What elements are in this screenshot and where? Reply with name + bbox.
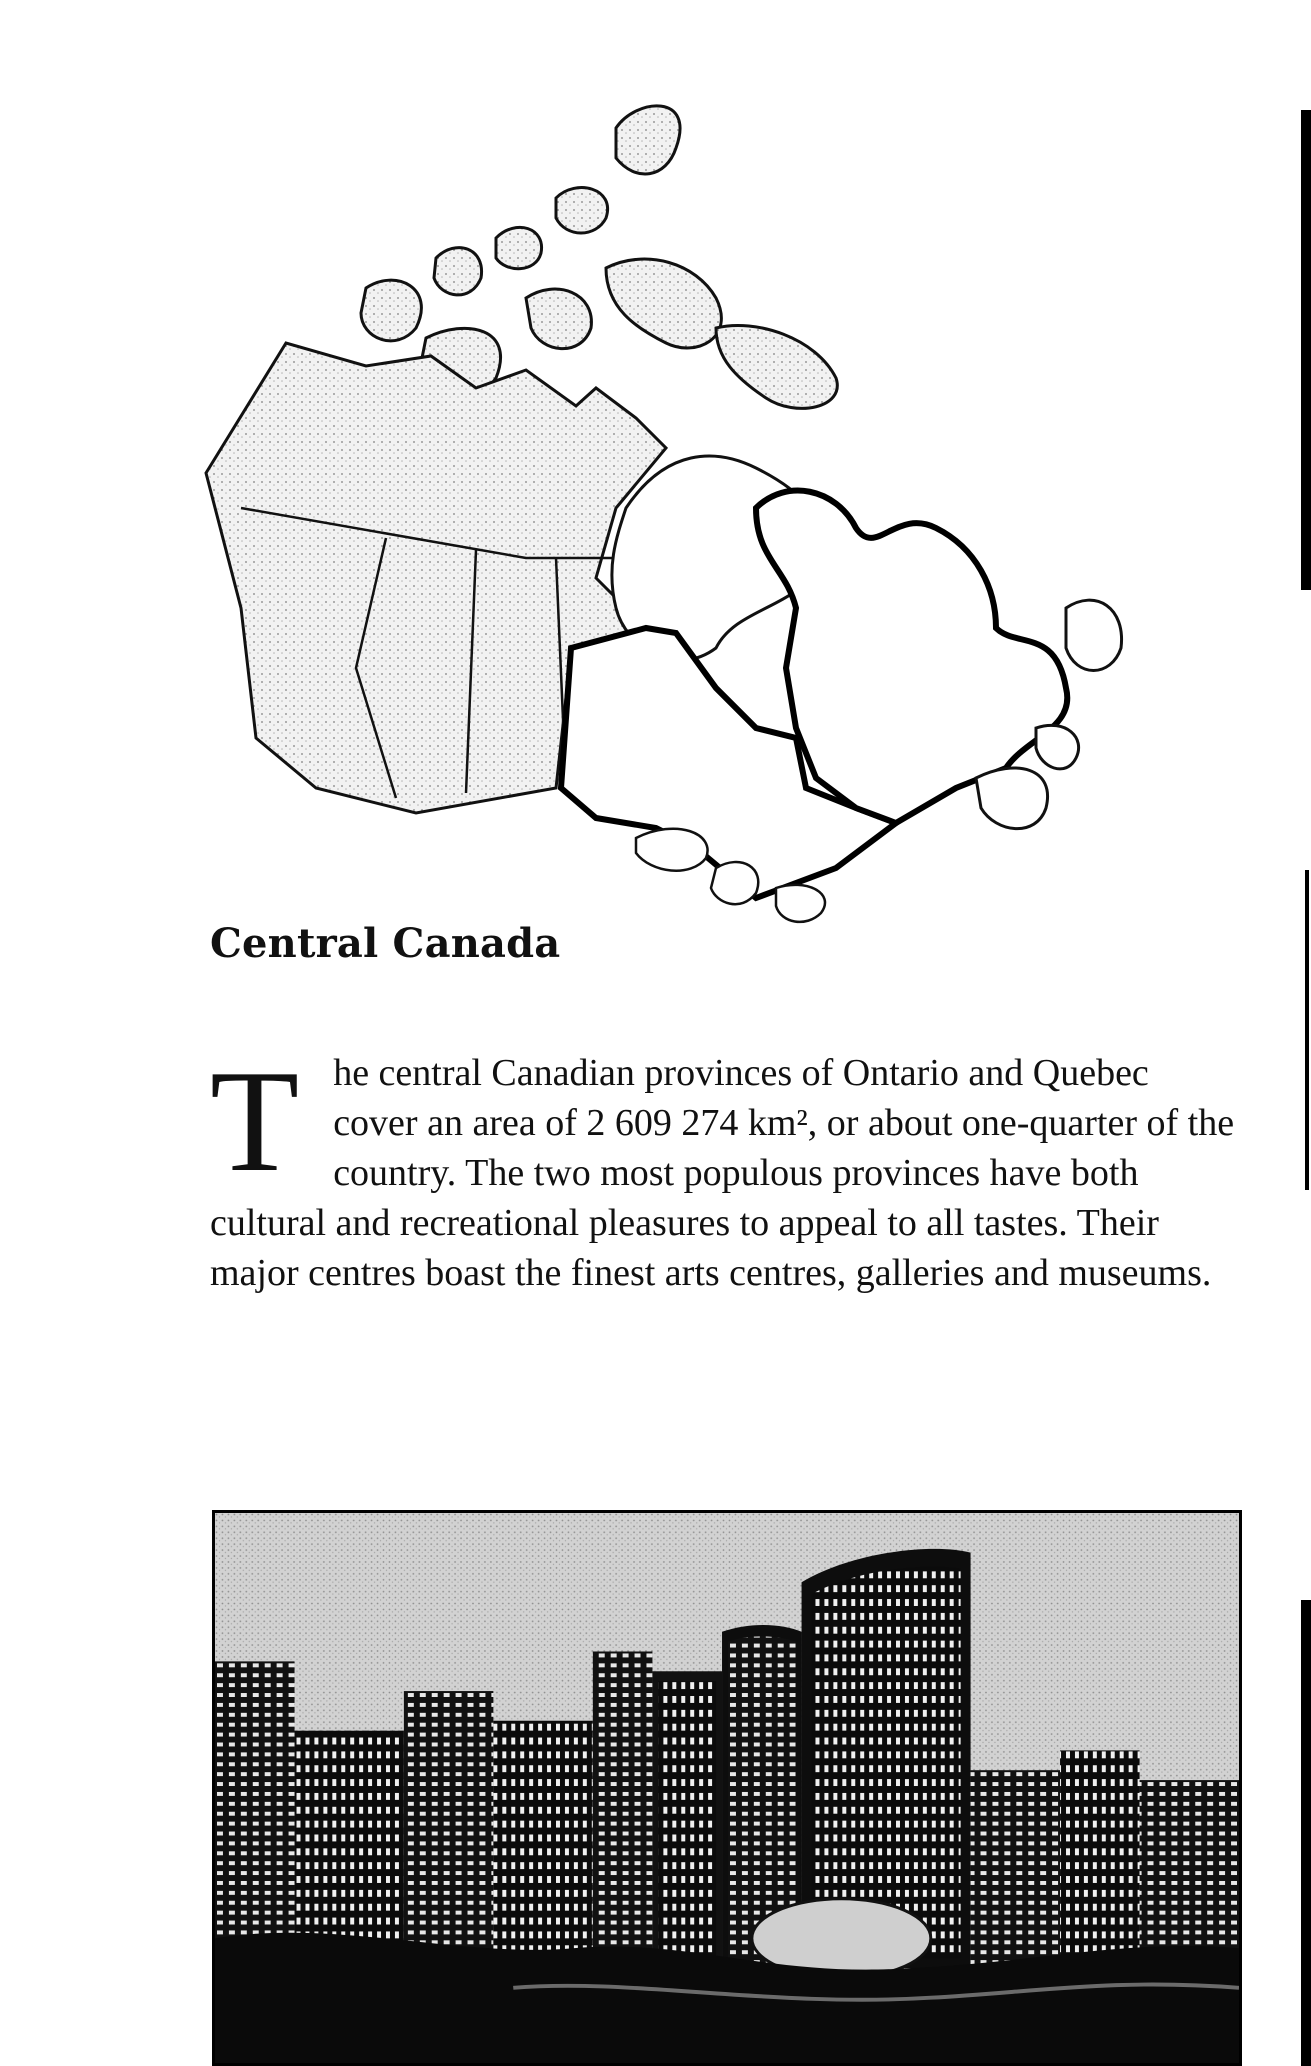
drop-cap: T (210, 1040, 300, 1202)
section-title: Central Canada (210, 920, 561, 967)
page-edge-scan-mark (1299, 0, 1311, 2066)
edge-mark-top (1301, 110, 1311, 590)
body-paragraph (210, 1040, 1240, 1298)
city-skyline-photo (212, 1510, 1242, 2066)
canada-map-icon (196, 88, 1256, 948)
edge-mark-bottom (1301, 1600, 1311, 2066)
edge-mark-middle (1305, 870, 1309, 1190)
body-text: he central Canadian provinces of Ontario and Quebec cover an area of 2 609 274 km², or about one-quarter of the country. The two most populous provinces have both cultural and recreational pleasures to appeal to all tastes. Their major centres boast the finest arts centres, galleries and museums. (210, 1052, 1235, 1294)
